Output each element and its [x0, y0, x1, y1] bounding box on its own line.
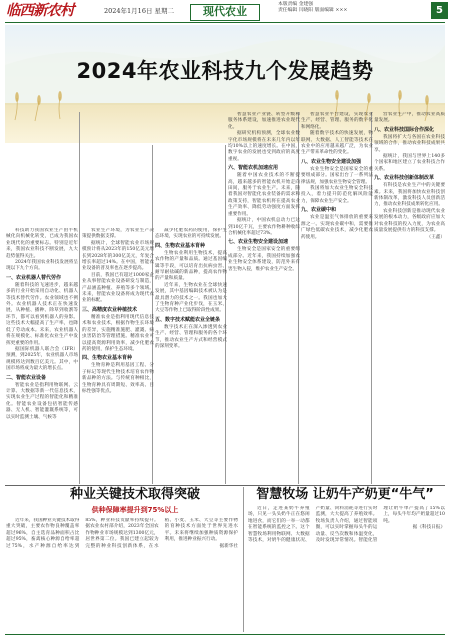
paragraph: 近日，走进某奶牛养殖场，只见一头头奶牛正在悠闲地进食，而它们的一举一动都在智能系统的监控之下。这个智慧牧场利用物联网、大数据等技术，对奶牛的健康状况、产奶量、饲料消耗等进行实时监测，大大提高了养殖效率。牧场负责人介绍，通过智能项圈，可以实时掌握每头牛的运动量、反刍次数和体温变化，及时发现异常情况。智能化管理让奶牛单产提高了15%以上，每头牛年均产奶量超过10吨。: [248, 506, 445, 544]
paragraph: 农业生产环境，为农业生产决策提供数据支撑。: [82, 228, 154, 240]
author-signature: （王鑫）: [426, 234, 445, 240]
paragraph: 农业科技创新是推动现代农业发展的根本动力，各级政府应加大对农业科技的投入力度，为农业高质量发展提供有力的科技支撑。: [374, 208, 445, 234]
subheading: 二、智能农业设备: [6, 374, 47, 381]
subheading: 一、农业机器人替代劳作: [6, 274, 62, 281]
editor-line-1: 本版责编 金建强: [278, 2, 314, 7]
paragraph: 智慧农业平台建设，实现农业生产、经营、管理、服务的数字化和网络化。: [301, 112, 373, 130]
paragraph: 2024年我国农业科技发展将呈现以下九个方向。: [6, 260, 78, 272]
article-column-6: [374, 112, 445, 484]
bottom-column-rule: [243, 487, 244, 632]
paragraph: 生物安全是国家安全的重要组成部分。近年来，我国持续加强农业生物安全体系建设，防范外来有害生物入侵，维护农业生产安全。: [228, 247, 300, 272]
editor-line-2: 责任编辑 闫晓阳 版面编辑 ×××: [278, 8, 348, 13]
article-body-seed-industry: [6, 518, 238, 632]
subheading: 八、农业生物安全建设加强: [301, 158, 362, 165]
paragraph: 随着科技的飞速进步，越来越多的行业开始采用自动化、机器人等技术替代劳作。农业领域也不例外。农业机器人技术正在快速发展，从种植、播种、除草到收割等环节，都可以看到机器人的身影。这些技术大幅提高了生产率，也降低了劳动成本。未来，农业机器人将在规模化、标准化农业生产中发挥更重要的作用。: [6, 282, 78, 346]
subheading: 九、农业碳中和: [301, 207, 337, 214]
section-divider: [5, 485, 445, 486]
article-column-3: [155, 228, 227, 484]
subheading: 九、农业科技创新体制改革: [374, 175, 435, 182]
subheading: 八、农业科技国际合作深化: [374, 126, 435, 133]
paragraph: 生物育种是利用基因工程、分子标记等现代生物技术培育农作物新品种的方法。与传统育种相比，生物育种具有周期短、效率高、目标性强等优点。: [82, 363, 154, 394]
column-rule-1: [79, 112, 80, 484]
paragraph: 农业生物安全是国家安全的重要组成部分。国家出台了一系列法律法规，加强农业生物安全管理。: [301, 166, 373, 185]
paragraph: 生物农业利用生物技术，提高农作物的产量和品质。通过基因编辑等手段，可以培育出抗病虫害、耐旱耐盐碱的新品种，提高农作物的产量和质量。: [155, 250, 227, 282]
article-headline-smart-ranch: 智慧牧场 让奶牛产奶更“牛气”: [256, 487, 434, 502]
weekday-text: 星期二: [154, 7, 175, 15]
article-column-2: [82, 228, 154, 484]
paragraph: 近年来，生物农业在全球快速发展，其中基因编辑技术被认为是最具潜力的技术之一。我国也加大了生物育种产业化步伐，在玉米、大豆等作物上已取得阶段性成果。: [155, 282, 227, 314]
subheading: 六、智能农机加速应用: [228, 165, 279, 172]
paragraph: 有科技是农业生产中的关键要素。未来，我国将加快农业科技创新体制改革，激发科技人员创新活力，推动农业科技成果转化应用。: [374, 183, 445, 208]
paragraph: 数字技术正在深入渗透到农业生产、经营、管理和服务的各个环节，推动农业生产方式和经营模式的深刻变革。: [155, 324, 227, 350]
paragraph: 营农业生产中，推动农业高质量发展。: [374, 112, 445, 124]
paragraph: 近年来，我国种业关键技术取得重大突破，主要农作物良种覆盖率超过96%，自主选育品种面积占比超过95%，畜禽核心种源自给率超过75%，水产种源自给率达到85%，种业科技贡献率持续提升。据农业农村部介绍，2023年全国农作物种业市场规模达到1300亿元，居世界第二位。我国已建立起较为完整的种业科技创新体系，在水稻、小麦、玉米、大豆等主要作物的育种技术方面处于世界先进水平。未来将继续加强种质资源保护利用，推进种业振兴行动。: [6, 518, 238, 549]
issue-date: [104, 7, 174, 15]
subheading: 四、生物农业基本育种: [155, 242, 206, 249]
date-text: 2024年1月16日: [104, 7, 153, 15]
subheading: 七、农业生物安全建设加速: [228, 239, 289, 246]
paragraph: 据统计，我国与世界上140多个国家和地区建立了农业科技合作关系。: [374, 154, 445, 172]
paragraph: 据研究机构预测，全球农业数字化市场规模将在未来几年内以年均10%以上的速度增长。在中国，数字农业的发展也受到政府的高度重视。: [228, 131, 300, 162]
paragraph: 我国将扩大与各国在农业科技领域的合作，推动农业科技成果共享。: [374, 134, 445, 153]
source-note: 据《科技日报》: [412, 525, 445, 531]
page-number: 5: [431, 2, 448, 19]
paragraph: 据统计，全球智能农业市场规模预计将从2023年的150亿美元增长到2028年的300亿美元，年复合增长率超过14%。在中国，智能农业设备的普及率也在逐步提高。: [82, 240, 154, 272]
paragraph: 精准农业是指利用现代信息技术和农业技术，根据作物生长环境的差异，实施精准施肥、灌溉、病虫害防治等管理措施。精准农业可以提高资源利用效率，减少化肥农药的使用，保护生态环境。: [82, 314, 154, 352]
paragraph: 据统计，中国农机总动力已达到10亿千瓦，主要农作物耕种收综合机械化率超过73%。: [228, 218, 300, 236]
bottom-rule: [5, 634, 445, 635]
paragraph: 智能农业是指利用物联网、云计算、大数据等新一代信息技术，实现农业生产过程的智能化和精准化。智能农业设备包括智能传感器、无人机、智能灌溉系统等，可以实时监测土壤、气候等: [6, 382, 78, 420]
subheading: 三、高精度农业种植技术: [82, 306, 138, 313]
paragraph: 目前，我国已有超过1000家企业从事智能农业设备研发与制造，产品涵盖种植、养殖等多个领域。未来，智能农业设备将成为现代农业的标配。: [82, 272, 154, 304]
article-column-5: [301, 112, 373, 484]
paragraph: 科技助力我国农业生产由半机械化向机械化转变，已成为我国农业现代化的重要标志。特别是近年来，我国农业科技不断发展，九大趋势值得关注。: [6, 228, 78, 259]
source-note: 据新华社: [219, 543, 238, 549]
paragraph: 随着中国农业技术的不断提高，越来越多的智能农机开始走向田间，服务于农业生产。未来，随着我国对智能化农业装备的需求和政策支持，智能农机将在提高农业生产效率、降低劳动强度方面发挥重要作用。: [228, 173, 300, 217]
subheading: 五、数字技术赋能农业全链条: [155, 316, 221, 323]
article-column-4: [228, 112, 300, 484]
newspaper-logo: 临西新农村: [6, 2, 74, 19]
article-headline-seed-industry: 种业关键技术取得突破: [69, 487, 200, 502]
top-rule: [5, 22, 445, 23]
editor-info: [278, 2, 428, 14]
paragraph: 减少化肥农药的使用，保护生态环境，实现农业的可持续发展。: [155, 228, 227, 240]
article-body-smart-ranch: [248, 506, 445, 632]
article-column-1: [6, 228, 78, 484]
paragraph: 智慧农业产业链、转型升级和服务体系建设，加速推进农业现代化。: [228, 112, 300, 130]
paragraph: 随着数字技术的快速发展，物联网、大数据、人工智能等技术在农业中的应用越来越广泛，为农业生产带来革命性的变化。: [301, 131, 373, 156]
paragraph: 我国将加大农业生物安全科技投入，着力提升防范化解风险能力，保障农业生产安全。: [301, 186, 373, 204]
article-subheadline-seed-industry: 供种保障率提升到75%以上: [91, 506, 179, 514]
paragraph: 农业是温室气体排放的重要来源之一。实现农业碳中和，需要推广绿色低碳农业技术，减少化肥农药使用。: [301, 215, 373, 240]
paragraph: 据国际机器人联合会（IFR）预测，到2025年，农业机器人市场规模将达到数百亿美元。其中，中国市场将成为最大的增长点。: [6, 346, 78, 372]
subheading: 四、生物农业基本育种: [82, 355, 133, 362]
section-title: 现代农业: [190, 4, 260, 21]
main-headline: 2024年农业科技九个发展趋势: [76, 59, 374, 83]
